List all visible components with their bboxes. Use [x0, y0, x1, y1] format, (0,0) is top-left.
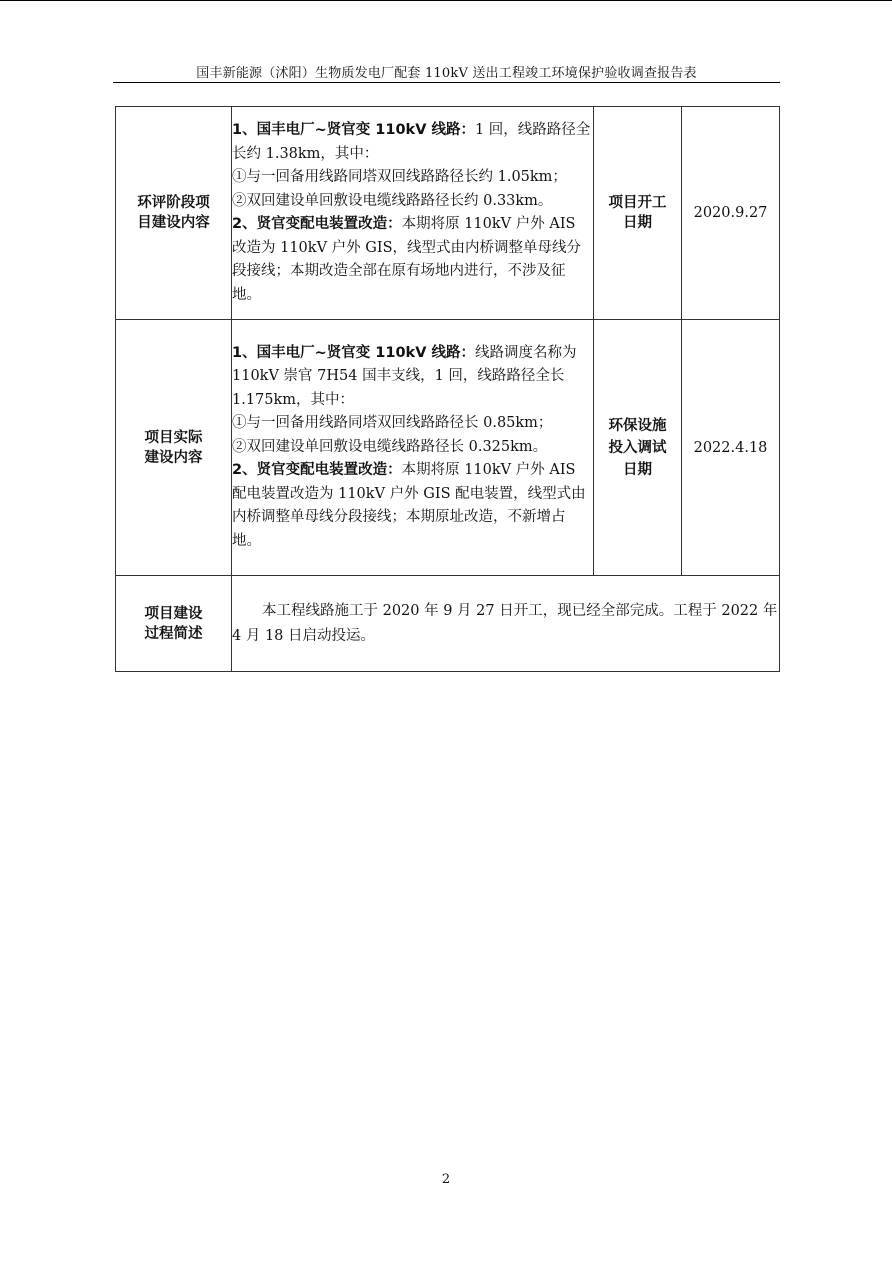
commissioning-date-value: 2022.4.18: [682, 320, 780, 576]
table-row-actual-content: [116, 320, 780, 576]
eia-item1-text: 1 回，线路路径全长约 1.38km，其中：: [232, 122, 591, 162]
eia-item1-heading: 1、国丰电厂~贤官变 110kV 线路：: [232, 122, 475, 138]
table-row-eia-content: [116, 107, 780, 320]
actual-sub1: ①与一回备用线路同塔双回线路路径长 0.85km；: [232, 415, 553, 432]
eia-content-label: 环评阶段项 目建设内容: [116, 107, 232, 320]
eia-content-text: [232, 107, 594, 320]
start-date-value: 2020.9.27: [682, 107, 780, 320]
actual-item2-text: 本期将原 110kV 户外 AIS 配电装置改造为 110kV 户外 GIS 配电装置，线型式由内桥调整单母线分段接线；本期原址改造，不新增占地。: [232, 462, 586, 549]
commissioning-date-label: 环保设施 投入调试 日期: [594, 320, 682, 576]
eia-item2-heading: 2、贤官变配电装置改造：: [232, 216, 402, 232]
eia-item2-text: 本期将原 110kV 户外 AIS 改造为 110kV 户外 GIS，线型式由内桥调整单母线分段接线；本期改造全部在原有场地内进行，不涉及征地。: [232, 216, 582, 303]
actual-content-label: 项目实际 建设内容: [116, 320, 232, 576]
process-summary-text: 本工程线路施工于 2020 年 9 月 27 日开工，现已经全部完成。工程于 2022 年 4 月 18 日启动投运。: [232, 576, 780, 672]
actual-content-text: [232, 320, 594, 576]
actual-item1-text: 线路调度名称为 110kV 崇官 7H54 国丰支线，1 回，线路路径全长 1.175km，其中：: [232, 344, 577, 408]
actual-item1-heading: 1、国丰电厂~贤官变 110kV 线路：: [232, 344, 475, 361]
report-table: [115, 106, 780, 672]
top-border-line: [0, 0, 892, 1]
eia-sub2: ②双回建设单回敷设电缆线路路径长约 0.33km。: [232, 192, 553, 209]
page-number: 2: [441, 1172, 451, 1187]
eia-sub1: ①与一回备用线路同塔双回线路路径长约 1.05km；: [232, 169, 567, 185]
header-rule: [113, 82, 780, 83]
table-row-process-summary: [116, 576, 780, 672]
process-summary-label: 项目建设 过程简述: [116, 576, 232, 672]
actual-sub2: ②双回建设单回敷设电缆线路路径长 0.325km。: [232, 438, 548, 455]
start-date-label: 项目开工 日期: [594, 107, 682, 320]
page-header-title: 国丰新能源（沭阳）生物质发电厂配套 110kV 送出工程竣工环境保护验收调查报告表: [196, 66, 697, 81]
actual-item2-heading: 2、贤官变配电装置改造：: [232, 462, 402, 479]
